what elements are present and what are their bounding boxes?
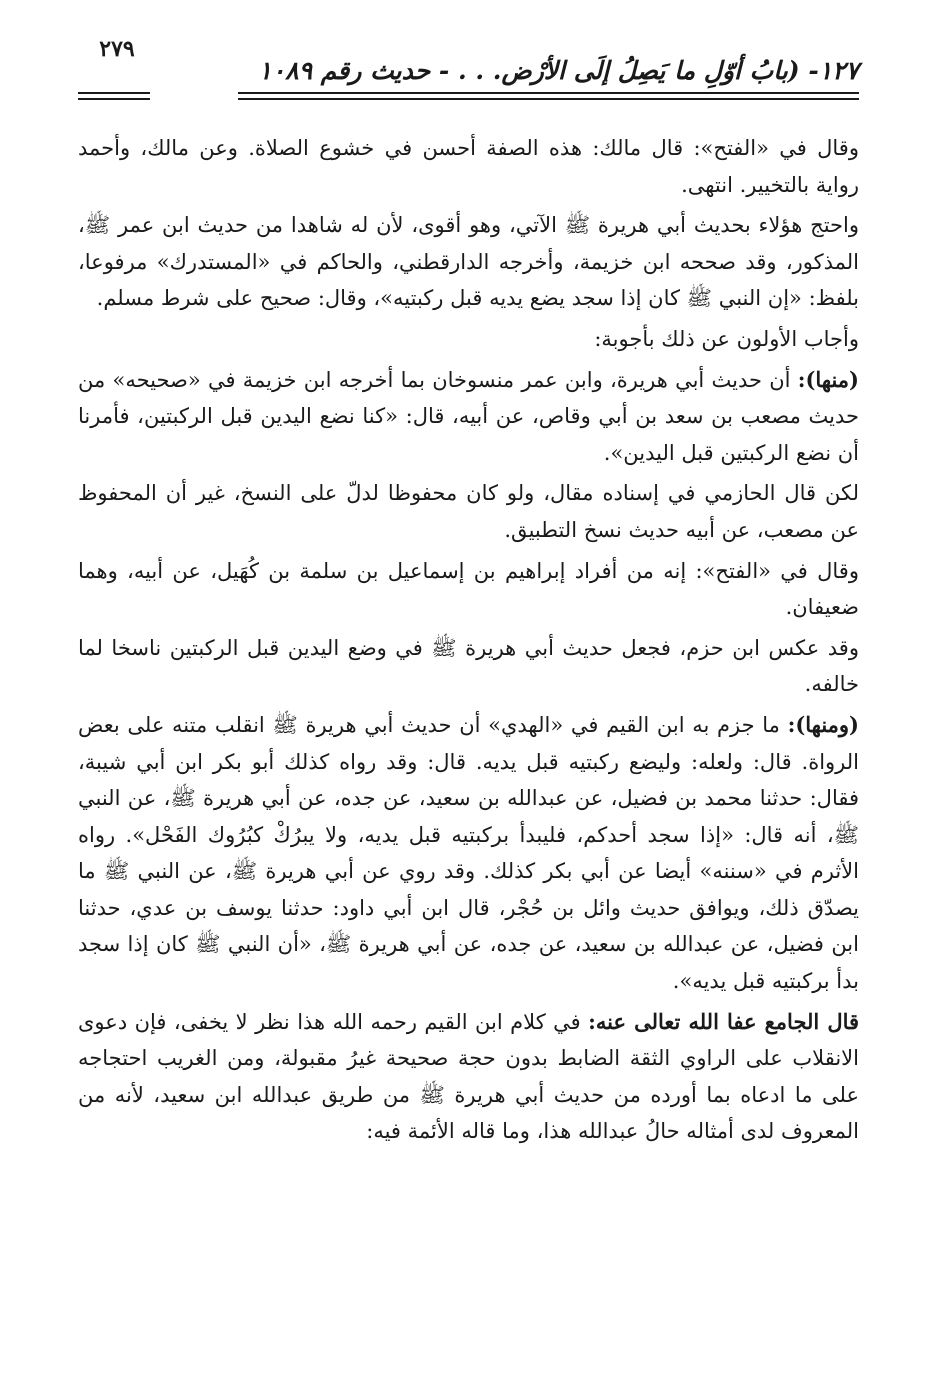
paragraph: وقال في «الفتح»: قال مالك: هذه الصفة أحسن في خشوع الصلاة. وعن مالك، وأحمد رواية بالتخيير. انتهى. (78, 136, 859, 197)
page-number: ٢٧٩ (99, 36, 135, 62)
paragraph: وقد عكس ابن حزم، فجعل حديث أبي هريرة ﷺ في وضع اليدين قبل الركبتين ناسخا لما خالفه. (78, 635, 859, 697)
body-text (78, 130, 859, 1154)
paragraph-lead: (ومنها): (787, 711, 859, 737)
paragraph-lead: قال الجامع عفا الله تعالى عنه: (588, 1008, 860, 1034)
header-title: ١٢٧- (بابُ أوّلِ ما يَصِلُ إلَى الأرْض. . . - حديث رقم ١٠٨٩ (258, 56, 859, 85)
paragraph: وأجاب الأولون عن ذلك بأجوبة: (594, 326, 859, 351)
paragraph: (ومنها): ما جزم به ابن القيم في «الهدي» أن حديث أبي هريرة ﷺ انقلب متنه على بعض الرواة. قال: ولعله: وليضع ركبتيه قبل يديه. قال: وقد رواه كذلك أبو بكر ابن أبي شيبة، فقال: حدثنا محمد بن فضيل، عن عبدالله بن سعيد، عن جده، عن أبي هريرة ﷺ، عن النبي ﷺ، أنه قال: «إذا سجد أحدكم، فليبدأ بركبتيه قبل يديه، ولا يبرُكْ كبُرُوك الفَحْل». رواه الأثرم في «سننه» أيضا عن أبي بكر كذلك. وقد روي عن أبي هريرة ﷺ، عن النبي ﷺ ما يصدّق ذلك، ويوافق حديث وائل بن حُجْر، قال ابن أبي داود: حدثنا يوسف بن عدي، حدثنا ابن فضيل، عن عبدالله بن سعيد، عن جده، عن أبي هريرة ﷺ، «أن النبي ﷺ كان إذا سجد بدأ بركبتيه قبل يديه». (78, 711, 859, 994)
paragraph: لكن قال الحازمي في إسناده مقال، ولو كان محفوظا لدلّ على النسخ، غير أن المحفوظ عن مصعب، عن أبيه حديث نسخ التطبيق. (78, 481, 859, 542)
header-rule (238, 92, 859, 94)
header-rule (238, 98, 859, 100)
paragraph: وقال في «الفتح»: إنه من أفراد إبراهيم بن إسماعيل بن سلمة بن كُهَيل، عن أبيه، وهما ضعيفان. (78, 558, 859, 620)
paragraph: قال الجامع عفا الله تعالى عنه: في كلام ابن القيم رحمه الله هذا نظر لا يخفى، فإن دعوى الانقلاب على الراوي الثقة الضابط بدون حجة صحيحة غيرُ مقبولة، ومن الغريب احتجاجه على ما ادعاه بما أورده من حديث أبي هريرة ﷺ من طريق عبدالله ابن سعيد، لأنه من المعروف لدى أمثاله حالُ عبدالله هذا، وما قاله الأئمة فيه: (78, 1008, 860, 1144)
paragraph-lead: (منها): (797, 366, 859, 392)
header-rule (78, 98, 150, 100)
paragraph: واحتج هؤلاء بحديث أبي هريرة ﷺ الآتي، وهو أقوى، لأن له شاهدا من حديث ابن عمر ﷺ، المذكور، وقد صححه ابن خزيمة، وأخرجه الدارقطني، والحاكم في «المستدرك» مرفوعا، بلفظ: «إن النبي ﷺ كان إذا سجد يضع يديه قبل ركبتيه»، وقال: صحيح على شرط مسلم. (78, 213, 859, 311)
header-rule (78, 92, 150, 94)
running-header (78, 48, 859, 106)
paragraph: (منها): أن حديث أبي هريرة، وابن عمر منسوخان بما أخرجه ابن خزيمة في «صحيحه» من حديث مصعب بن سعد بن أبي وقاص، عن أبيه، قال: «كنا نضع اليدين قبل الركبتين، فأمرنا أن نضع الركبتين قبل اليدين». (78, 366, 859, 465)
